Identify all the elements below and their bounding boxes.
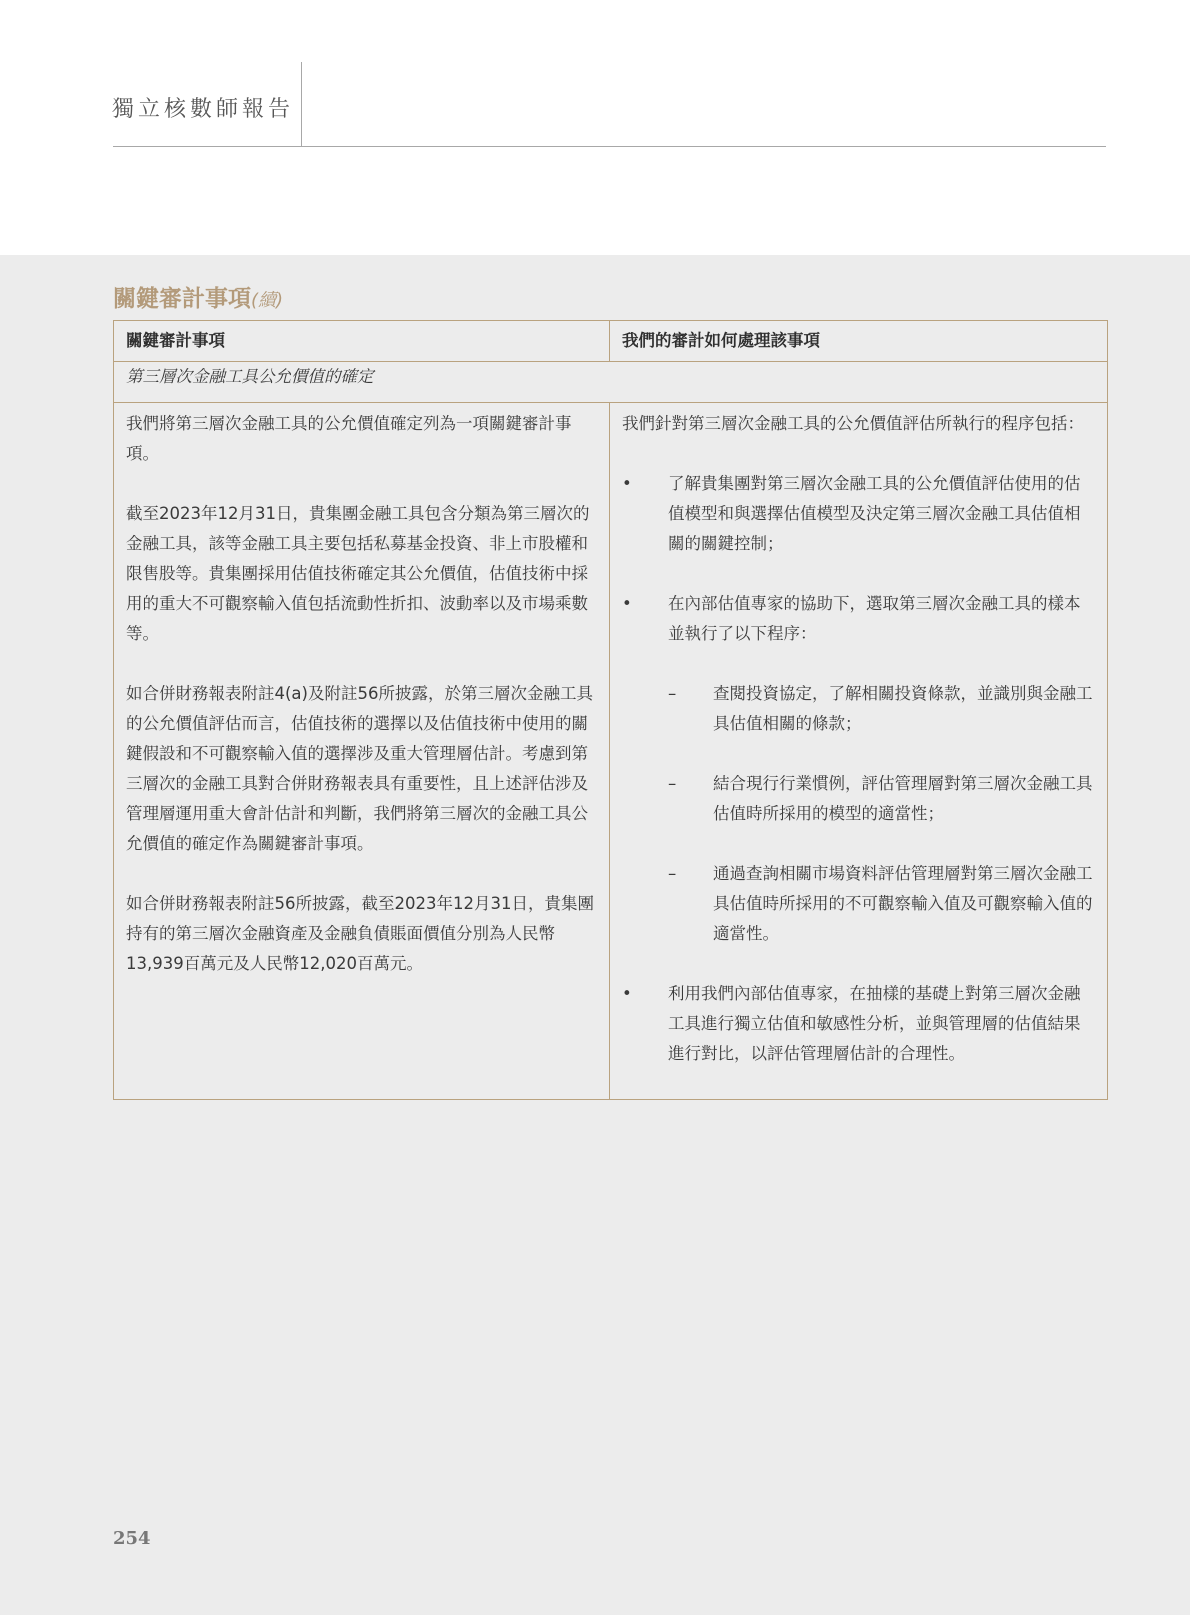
key-audit-matters-table — [113, 320, 1108, 1100]
response-intro: 我們針對第三層次金融工具的公允價值評估所執行的程序包括： — [622, 414, 1084, 433]
header-divider-vertical — [301, 62, 302, 146]
table-header-row — [114, 321, 1108, 362]
section-title-text: 關鍵審計事項 — [113, 286, 251, 312]
matter-description-cell — [114, 403, 610, 1100]
bullet-mark: • — [622, 474, 632, 493]
column-header-response: 我們的審計如何處理該事項 — [610, 321, 1108, 362]
procedure-sub-item-text: 結合現行行業慣例，評估管理層對第三層次金融工具估值時所採用的模型的適當性； — [713, 774, 1093, 823]
dash-mark: – — [668, 684, 677, 703]
matter-paragraph: 如合併財務報表附註4(a)及附註56所披露，於第三層次金融工具的公允價值評估而言，估值技術的選擇以及估值技術中使用的關鍵假設和不可觀察輸入值的選擇涉及重大管理層估計。考慮到第三層次的金融工具對合併財務報表具有重要性，且上述評估涉及管理層運用重大會計估計和判斷，我們將第三層次的金融工具公允價值的確定作為關鍵審計事項。 — [126, 684, 593, 853]
dash-mark: – — [668, 774, 677, 793]
bullet-mark: • — [622, 984, 632, 1003]
response-bullet-text: 利用我們內部估值專家，在抽樣的基礎上對第三層次金融工具進行獨立估值和敏感性分析，並與管理層的估值結果進行對比，以評估管理層估計的合理性。 — [668, 984, 1081, 1063]
response-bullet — [622, 469, 1095, 559]
section-title-continued: (續) — [251, 290, 284, 311]
audit-response-cell — [610, 403, 1108, 1100]
procedure-sub-item — [668, 859, 1095, 949]
page-number: 254 — [113, 1528, 151, 1549]
matter-paragraph: 截至2023年12月31日，貴集團金融工具包含分類為第三層次的金融工具，該等金融工具主要包括私募基金投資、非上市股權和限售股等。貴集團採用估值技術確定其公允價值，估值技術中採用的重大不可觀察輸入值包括流動性折扣、波動率以及市場乘數等。 — [126, 504, 590, 643]
procedure-sub-item-text: 查閱投資協定，了解相關投資條款，並識別與金融工具估值相關的條款； — [713, 684, 1093, 733]
table-subheading: 第三層次金融工具公允價值的確定 — [114, 362, 1108, 403]
column-header-matter: 關鍵審計事項 — [114, 321, 610, 362]
response-bullet-text: 在內部估值專家的協助下，選取第三層次金融工具的樣本並執行了以下程序： — [668, 594, 1081, 643]
bullet-mark: • — [622, 594, 632, 613]
procedure-sub-item — [668, 679, 1095, 739]
procedure-sub-item — [668, 769, 1095, 829]
report-title: 獨立核數師報告 — [112, 97, 295, 122]
dash-mark: – — [668, 864, 677, 883]
header-band — [0, 0, 1190, 255]
response-bullet-body — [668, 589, 1095, 949]
table-body-row — [114, 403, 1108, 1100]
response-bullet — [622, 979, 1095, 1069]
table-subheading-row — [114, 362, 1108, 403]
response-bullet-text: 了解貴集團對第三層次金融工具的公允價值評估使用的估值模型和與選擇估值模型及決定第三層次金融工具估值相關的關鍵控制； — [668, 474, 1081, 553]
procedure-sub-item-text: 通過查詢相關市場資料評估管理層對第三層次金融工具估值時所採用的不可觀察輸入值及可觀察輸入值的適當性。 — [713, 864, 1093, 943]
response-bullet — [622, 589, 1095, 949]
section-title — [113, 280, 283, 313]
header-divider-horizontal — [113, 146, 1106, 147]
matter-paragraph: 如合併財務報表附註56所披露，截至2023年12月31日，貴集團持有的第三層次金融資產及金融負債賬面價值分別為人民幣13,939百萬元及人民幣12,020百萬元。 — [126, 894, 594, 973]
matter-paragraph: 我們將第三層次金融工具的公允價值確定列為一項關鍵審計事項。 — [126, 414, 572, 463]
